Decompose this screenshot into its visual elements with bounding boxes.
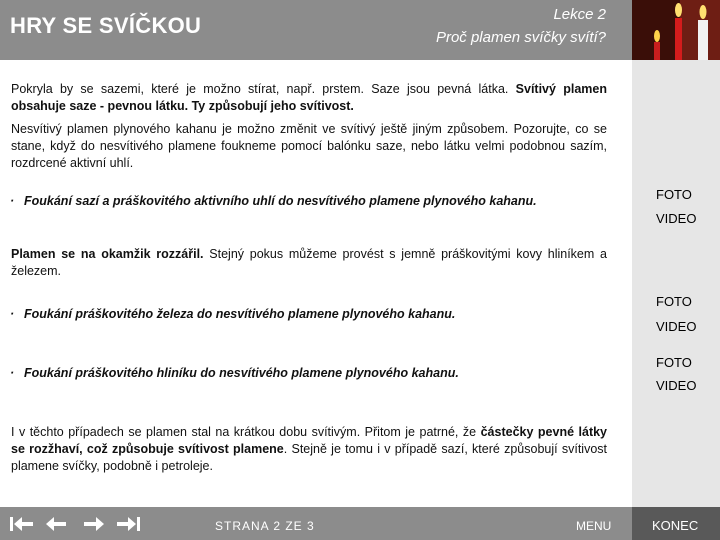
bullet-2-text: Foukání práškovitého železa do nesvítivého plamene plynového kahanu. — [24, 307, 456, 321]
paragraph-4-bold: částečky pevné látky se rozžhaví, což způsobuje svítivost plamene — [11, 425, 608, 456]
media-sidebar — [632, 60, 720, 507]
last-page-button[interactable] — [116, 515, 142, 533]
bullet-3 — [10, 365, 459, 382]
candles-photo — [632, 0, 720, 60]
header-bar — [0, 0, 632, 60]
paragraph-1-bold: Svítivý plamen obsahuje saze - pevnou látku. Ty způsobují jeho svítivost. — [11, 82, 607, 113]
paragraph-2: Nesvítivý plamen plynového kahanu je možno změnit ve svítivý ještě jiným způsobem. Pozorujte, co se stane, když do nesvítivého plamene foukneme pomocí balónku saze, nebo látku velmi podobnou sazím, rozdrcené aktivní uhlí. — [11, 122, 607, 170]
candles-illustration — [632, 0, 720, 60]
paragraph-4-text-a: I v těchto případech se plamen stal na krátkou dobu svítivým. Přitom je patrné, že — [11, 425, 481, 439]
paragraph-3-bold: Plamen se na okamžik rozzářil. — [11, 247, 204, 261]
first-page-button[interactable] — [9, 515, 35, 533]
bullet-1-text: Foukání sazí a práškovitého aktivního uhlí do nesvítivého plamene plynového kahanu. — [24, 194, 537, 208]
footer-bar — [0, 507, 720, 540]
paragraph-4 — [11, 424, 607, 475]
lesson-title: Proč plamen svíčky svítí? — [435, 29, 606, 46]
app-title: HRY SE SVÍČKOU — [10, 13, 202, 38]
paragraph-4-text-b: . Stejně je tomu i v případě sazí, které způsobují svítivost plamene svíčky, podobně i petroleje. — [11, 442, 608, 473]
end-button[interactable] — [632, 507, 720, 540]
first-page-icon — [9, 515, 35, 533]
page-indicator: STRANA 2 ZE 3 — [215, 519, 315, 533]
foto-link-2[interactable]: FOTO — [656, 294, 692, 309]
bullet-3-text: Foukání práškovitého hliníku do nesvítivého plamene plynového kahanu. — [24, 366, 459, 380]
next-page-button[interactable] — [80, 515, 106, 533]
lesson-content — [0, 60, 632, 507]
bullet-2-marker: · — [10, 307, 15, 321]
lesson-number: Lekce 2 — [553, 6, 606, 23]
video-link-2[interactable]: VIDEO — [656, 319, 697, 334]
paragraph-3 — [11, 246, 607, 280]
arrow-right-icon — [80, 515, 106, 533]
foto-link-3[interactable]: FOTO — [656, 355, 692, 370]
arrow-left-icon — [44, 515, 70, 533]
paragraph-1 — [11, 81, 607, 115]
paragraph-1-text: Pokryla by se sazemi, které je možno stírat, např. prstem. Saze jsou pevná látka. — [11, 82, 516, 96]
bullet-2 — [10, 306, 455, 323]
menu-button[interactable]: MENU — [576, 519, 612, 533]
bullet-1 — [10, 193, 610, 210]
video-link-1[interactable]: VIDEO — [656, 211, 697, 226]
end-button-label: KONEC — [652, 518, 699, 533]
bullet-3-marker: · — [10, 366, 15, 380]
foto-link-1[interactable]: FOTO — [656, 187, 692, 202]
previous-page-button[interactable] — [44, 515, 70, 533]
bullet-1-marker: · — [10, 194, 15, 208]
video-link-3[interactable]: VIDEO — [656, 378, 697, 393]
paragraph-3-text: Stejný pokus můžeme provést s jemně práškovitými kovy hliníkem a železem. — [11, 247, 607, 278]
last-page-icon — [116, 515, 142, 533]
